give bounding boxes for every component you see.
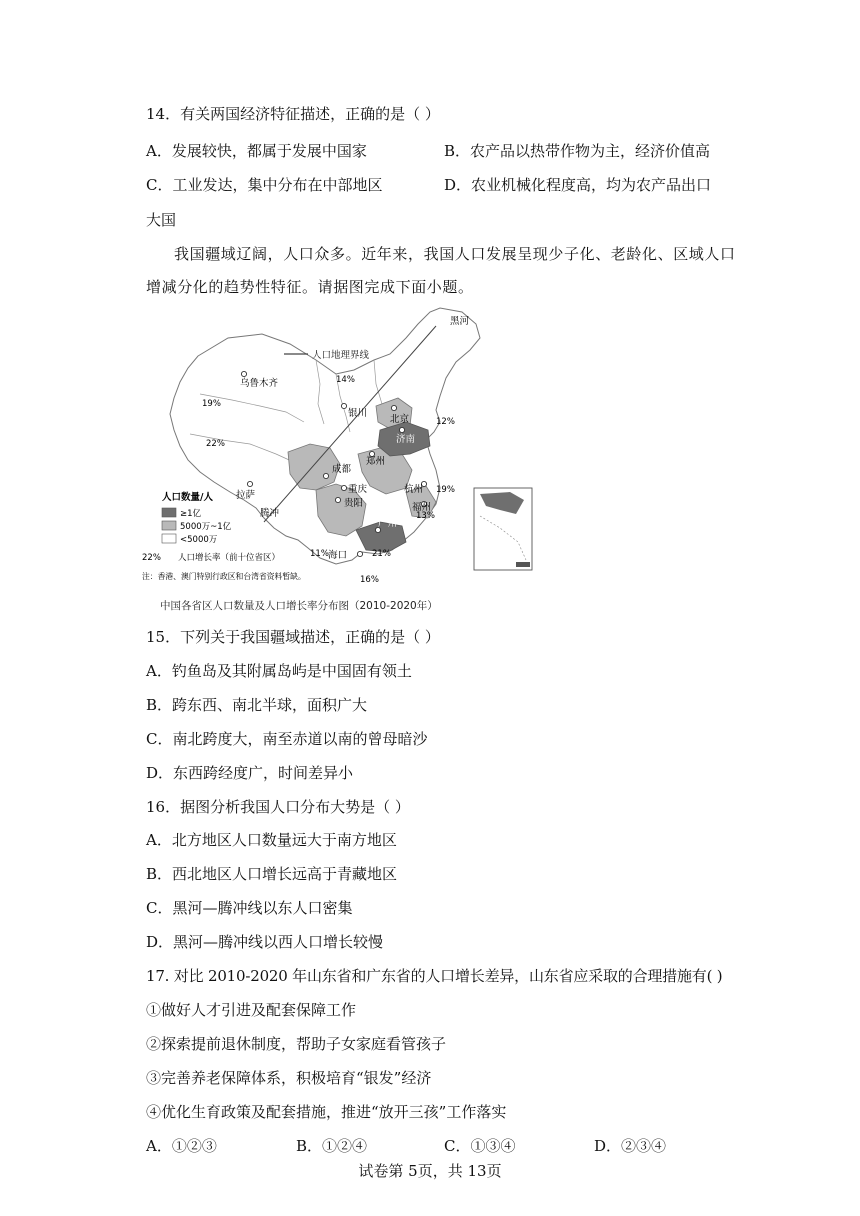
q16-stem: 16．据图分析我国人口分布大势是（ ） bbox=[146, 798, 410, 816]
q17-option-a[interactable]: A．①②③ bbox=[146, 1137, 217, 1155]
legend-item: 5000万~1亿 bbox=[180, 522, 232, 532]
rate-label: 14% bbox=[336, 375, 355, 385]
q17-statement-3: ③完善养老保障体系，积极培育“银发”经济 bbox=[146, 1069, 432, 1087]
intro-line-2: 增减分化的趋势性特征。请据图完成下面小题。 bbox=[146, 278, 474, 296]
legend-item: ≥1亿 bbox=[180, 509, 202, 519]
growth-legend-label: 人口增长率（前十位省区） bbox=[178, 553, 281, 563]
q17-statement-1: ①做好人才引进及配套保障工作 bbox=[146, 1001, 357, 1019]
rate-label: 11% bbox=[310, 549, 329, 559]
rate-label: 16% bbox=[360, 575, 379, 585]
city-label: 银川 bbox=[348, 408, 368, 419]
page-footer: 试卷第 5页，共 13页 bbox=[358, 1162, 502, 1180]
q17-option-b[interactable]: B．①②④ bbox=[296, 1137, 368, 1155]
china-map-figure bbox=[140, 304, 540, 596]
q17-statement-4: ④优化生育政策及配套措施，推进“放开三孩”工作落实 bbox=[146, 1103, 507, 1121]
q15-option-a[interactable]: A．钓鱼岛及其附属岛屿是中国固有领土 bbox=[146, 662, 412, 680]
city-label: 乌鲁木齐 bbox=[240, 378, 279, 389]
city-label: 济南 bbox=[396, 434, 416, 445]
rate-label: 13% bbox=[416, 511, 435, 521]
q17-option-d[interactable]: D．②③④ bbox=[594, 1137, 667, 1155]
q15-option-c[interactable]: C．南北跨度大，南至赤道以南的曾母暗沙 bbox=[146, 730, 428, 748]
legend-title: 人口数量/人 bbox=[162, 492, 213, 503]
population-map bbox=[140, 304, 540, 596]
city-label: 福州 bbox=[412, 502, 432, 513]
legend-item: <5000万 bbox=[180, 535, 218, 545]
q15-option-d[interactable]: D．东西跨经度广，时间差异小 bbox=[146, 764, 354, 782]
line-legend-label: 人口地理界线 bbox=[312, 350, 370, 361]
city-label: 广州 bbox=[378, 518, 398, 529]
city-label: 郑州 bbox=[366, 456, 386, 467]
q14-option-a[interactable]: A．发展较快，都属于发展中国家 bbox=[146, 142, 367, 160]
growth-legend-value: 22% bbox=[142, 553, 161, 563]
city-label: 黑河 bbox=[450, 316, 470, 327]
intro-line-1: 我国疆域辽阔，人口众多。近年来，我国人口发展呈现少子化、老龄化、区域人口 bbox=[174, 245, 736, 263]
city-label: 海口 bbox=[328, 550, 348, 561]
q14-stem: 14．有关两国经济特征描述，正确的是（ ） bbox=[146, 105, 440, 123]
q16-option-d[interactable]: D．黑河—腾冲线以西人口增长较慢 bbox=[146, 933, 384, 951]
rate-label: 22% bbox=[206, 439, 225, 449]
city-label: 贵阳 bbox=[344, 498, 364, 509]
city-label: 拉萨 bbox=[236, 490, 256, 501]
q17-stem: 17. 对比 2010-2020 年山东省和广东省的人口增长差异，山东省应采取的合理措施有( ) bbox=[146, 967, 723, 985]
city-label: 成都 bbox=[332, 464, 352, 475]
q14-option-c[interactable]: C．工业发达，集中分布在中部地区 bbox=[146, 176, 383, 194]
q14-option-b[interactable]: B．农产品以热带作物为主，经济价值高 bbox=[444, 142, 711, 160]
q16-option-b[interactable]: B．西北地区人口增长远高于青藏地区 bbox=[146, 865, 398, 883]
q16-option-c[interactable]: C．黑河—腾冲线以东人口密集 bbox=[146, 899, 353, 917]
city-label: 杭州 bbox=[404, 484, 424, 495]
q16-option-a[interactable]: A．北方地区人口数量远大于南方地区 bbox=[146, 831, 397, 849]
q15-stem: 15．下列关于我国疆域描述，正确的是（ ） bbox=[146, 628, 440, 646]
city-label: 北京 bbox=[390, 414, 410, 425]
city-label: 重庆 bbox=[348, 484, 368, 495]
q17-option-c[interactable]: C．①③④ bbox=[444, 1137, 516, 1155]
q15-option-b[interactable]: B．跨东西、南北半球，面积广大 bbox=[146, 696, 368, 714]
city-label: 腾冲 bbox=[260, 508, 280, 519]
q14-option-d[interactable]: D．农业机械化程度高，均为农产品出口 bbox=[444, 176, 712, 194]
map-caption: 中国各省区人口数量及人口增长率分布图（2010-2020年） bbox=[160, 600, 438, 612]
map-note: 注：香港、澳门特别行政区和台湾省资料暂缺。 bbox=[142, 572, 306, 581]
q14-option-d-continued: 大国 bbox=[146, 211, 177, 229]
rate-label: 19% bbox=[436, 485, 455, 495]
rate-label: 21% bbox=[372, 549, 391, 559]
q17-statement-2: ②探索提前退休制度，帮助子女家庭看管孩子 bbox=[146, 1035, 447, 1053]
rate-label: 19% bbox=[202, 399, 221, 409]
rate-label: 12% bbox=[436, 417, 455, 427]
